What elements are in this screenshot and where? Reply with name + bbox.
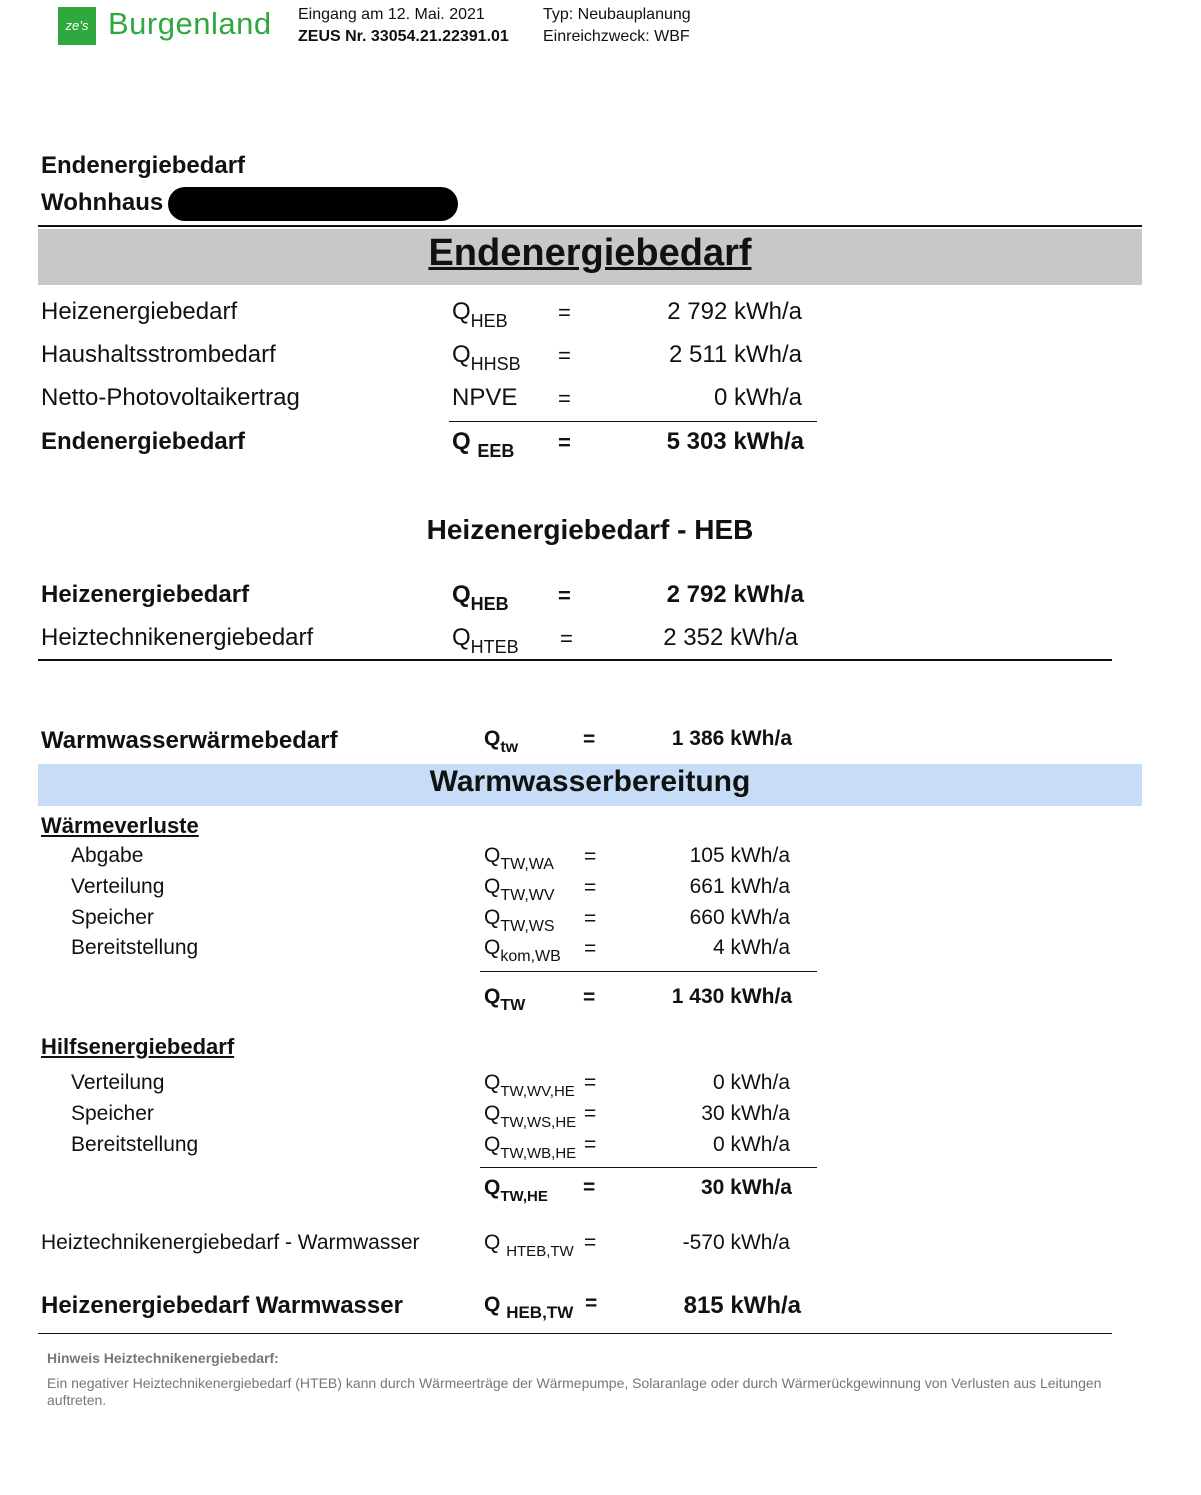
- list-item-symbol: $Q_{TW,WB,HE}$: [484, 1133, 577, 1162]
- list-item-symbol: $Q_{TW,WV}$: [484, 875, 555, 904]
- verluste-total-equals: =: [583, 986, 596, 1009]
- row-equals: =: [558, 386, 571, 411]
- list-item-equals: =: [584, 1102, 597, 1125]
- list-item-symbol: $Q_{TW,WA}$: [484, 844, 554, 873]
- list-item-value: 4 kWh/a: [712, 936, 790, 959]
- hilfs-total-value: 30 kWh/a: [700, 1176, 792, 1199]
- heb-tw-equals: =: [585, 1292, 598, 1315]
- list-item-equals: =: [584, 845, 597, 868]
- row-value: 2 511 kWh/a: [669, 341, 802, 368]
- hteb-equals: =: [560, 626, 573, 651]
- row-label: Heizenergiebedarf: [41, 298, 238, 325]
- list-item-label: Speicher: [71, 906, 154, 929]
- hteb-tw-symbol: Q $_{HTEB,TW}$: [484, 1231, 574, 1260]
- total-equals: =: [558, 430, 571, 455]
- list-item-value: 105 kWh/a: [689, 844, 790, 867]
- heb-heading: Heizenergiebedarf - HEB: [426, 514, 754, 545]
- zeus-number: ZEUS Nr. 33054.21.22391.01: [298, 28, 509, 45]
- list-item-label: Verteilung: [71, 1071, 165, 1094]
- total-value: 5 303 kWh/a: [666, 428, 804, 455]
- row-equals: =: [558, 343, 571, 368]
- heb-equals: =: [558, 583, 571, 608]
- row-value: 2 792 kWh/a: [667, 298, 802, 325]
- hteb-label: Heiztechnikenergiebedarf: [41, 624, 314, 651]
- note-heading: Hinweis Heiztechnikenergiebedarf:: [47, 1350, 279, 1366]
- list-item-value: 660 kWh/a: [689, 906, 790, 929]
- list-item-symbol: $Q_{TW,WS}$: [484, 906, 555, 935]
- ww-banner-title: Warmwasserbereitung: [429, 765, 751, 798]
- ww-value: 1 386 kWh/a: [671, 727, 792, 750]
- redaction-bar: [168, 187, 458, 221]
- hilfs-heading: Hilfsenergiebedarf: [41, 1034, 235, 1059]
- row-value: 0 kWh/a: [713, 384, 802, 411]
- hilfs-total-equals: =: [583, 1176, 596, 1199]
- list-item-equals: =: [584, 876, 597, 899]
- ww-equals: =: [583, 728, 596, 751]
- list-item-label: Bereitstellung: [71, 1133, 199, 1156]
- list-item-equals: =: [584, 907, 597, 930]
- hteb-tw-label: Heiztechnikenergiebedarf - Warmwasser: [41, 1231, 420, 1254]
- divider: [38, 225, 1142, 227]
- sum-line: [480, 1167, 817, 1168]
- doc-title: Endenergiebedarf: [41, 152, 246, 179]
- einreichzweck-label: Einreichzweck: WBF: [543, 28, 690, 45]
- row-symbol: $Q_{HEB}$: [452, 298, 508, 331]
- heb-tw-symbol: Q $_{HEB,TW}$: [484, 1293, 574, 1322]
- divider: [38, 1333, 1112, 1334]
- list-item-equals: =: [584, 1071, 597, 1094]
- verluste-total-symbol: $Q_{TW}$: [484, 985, 526, 1014]
- ww-label: Warmwasserwärmebedarf: [41, 727, 338, 754]
- brand-name: Burgenland: [108, 6, 272, 41]
- list-item-equals: =: [584, 937, 597, 960]
- row-symbol: NPVE: [452, 384, 518, 411]
- ww-symbol: $Q_{tw}$: [484, 727, 519, 756]
- row-equals: =: [558, 300, 571, 325]
- sum-line: [449, 421, 817, 422]
- eingang-date: Eingang am 12. Mai. 2021: [298, 6, 485, 23]
- hteb-tw-value: -570 kWh/a: [682, 1231, 790, 1254]
- list-item-symbol: $Q_{TW,WS,HE}$: [484, 1102, 577, 1131]
- list-item-label: Bereitstellung: [71, 936, 199, 959]
- section-banner-title: Endenergiebedarf: [428, 232, 752, 274]
- zeus-logo-icon: ze’s: [58, 7, 96, 45]
- verluste-heading: Wärmeverluste: [41, 813, 199, 838]
- hteb-symbol: $Q_{HTEB}$: [452, 624, 519, 657]
- list-item-value: 0 kWh/a: [712, 1133, 790, 1156]
- heb-tw-label: Heizenergiebedarf Warmwasser: [41, 1292, 403, 1319]
- row-label: Netto-Photovoltaikertrag: [41, 384, 300, 411]
- list-item-value: 0 kWh/a: [712, 1071, 790, 1094]
- hilfs-total-symbol: $Q_{TW,HE}$: [484, 1176, 548, 1205]
- hteb-tw-equals: =: [584, 1231, 597, 1254]
- row-label: Haushaltsstrombedarf: [41, 341, 276, 368]
- note-text: Ein negativer Heiztechnikenergiebedarf (HTEB) kann durch Wärmeerträge der Wärmepumpe, Solaranlage oder durch Wärmerückgewinnung von Verlusten aus Leitungen auftreten.: [47, 1375, 1102, 1408]
- heb-tw-value: 815 kWh/a: [683, 1292, 801, 1319]
- list-item-equals: =: [584, 1133, 597, 1156]
- doc-subtitle: Wohnhaus: [41, 189, 164, 216]
- list-item-label: Abgabe: [71, 844, 144, 867]
- list-item-symbol: $Q_{TW,WV,HE}$: [484, 1071, 575, 1100]
- heb-value: 2 792 kWh/a: [666, 581, 804, 608]
- list-item-symbol: $Q_{kom,WB}$: [484, 936, 561, 965]
- heb-symbol: $Q_{HEB}$: [452, 581, 509, 614]
- divider: [38, 659, 1112, 661]
- list-item-value: 30 kWh/a: [701, 1102, 790, 1125]
- heb-label: Heizenergiebedarf: [41, 581, 250, 608]
- total-label: Endenergiebedarf: [41, 428, 246, 455]
- row-symbol: $Q_{HHSB}$: [452, 341, 521, 374]
- verluste-total-value: 1 430 kWh/a: [671, 985, 792, 1008]
- hteb-value: 2 352 kWh/a: [663, 624, 798, 651]
- total-symbol: Q $_{EEB}$: [452, 428, 515, 461]
- list-item-value: 661 kWh/a: [689, 875, 790, 898]
- list-item-label: Verteilung: [71, 875, 165, 898]
- sum-line: [480, 971, 817, 972]
- list-item-label: Speicher: [71, 1102, 154, 1125]
- typ-label: Typ: Neubauplanung: [543, 6, 691, 23]
